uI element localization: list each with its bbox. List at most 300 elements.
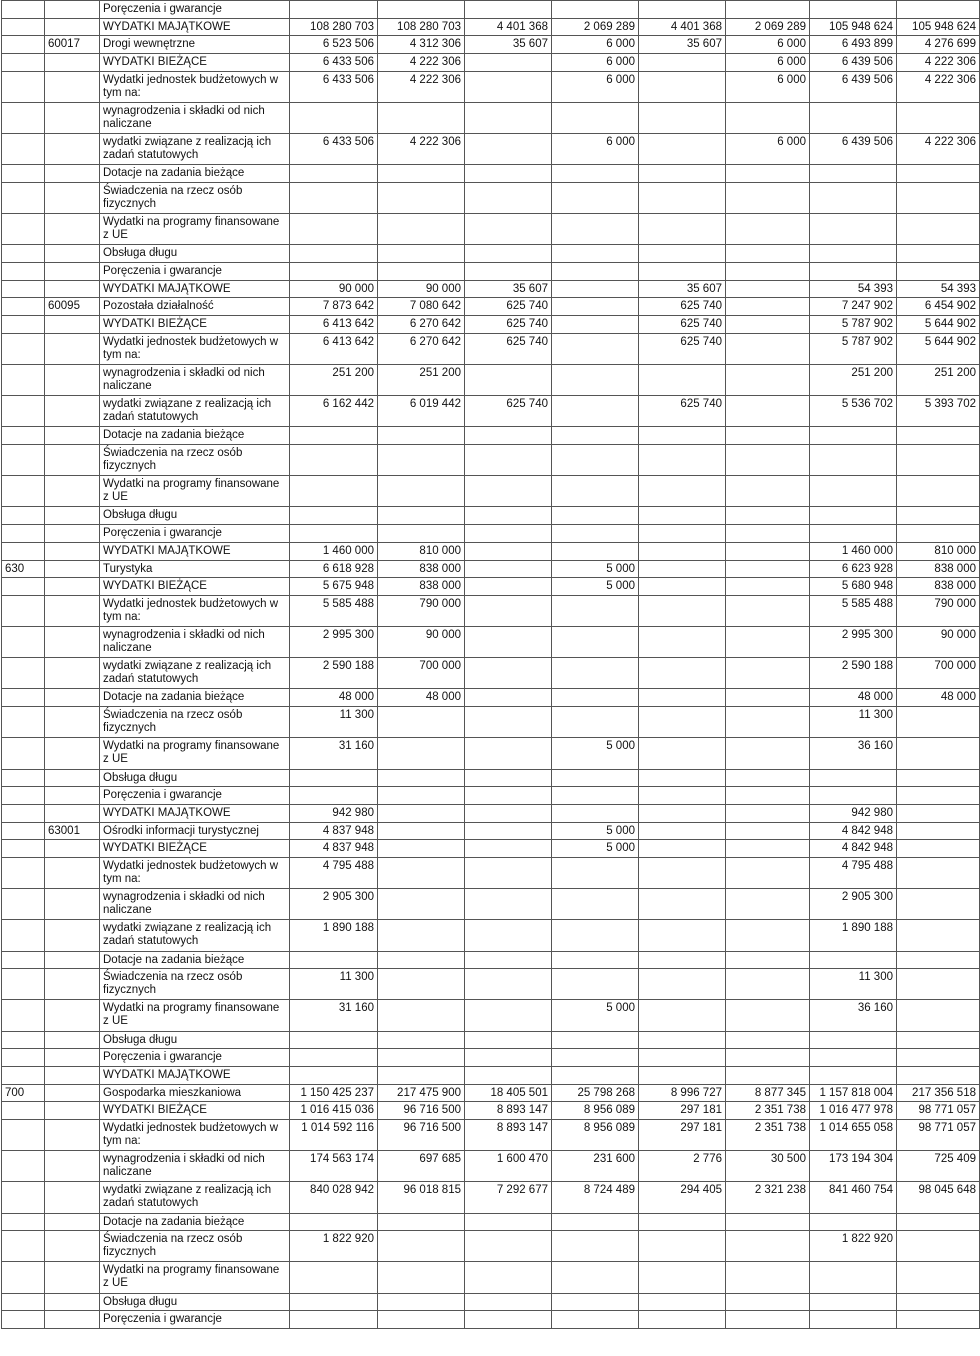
chapter-code-cell bbox=[45, 595, 100, 626]
chapter-code-cell bbox=[45, 102, 100, 133]
amount-cell bbox=[897, 738, 980, 769]
amount-cell bbox=[810, 183, 897, 214]
amount-cell bbox=[639, 445, 726, 476]
division-code-cell bbox=[2, 298, 45, 316]
amount-cell bbox=[465, 920, 552, 951]
amount-cell bbox=[465, 1262, 552, 1293]
amount-cell: 2 905 300 bbox=[810, 889, 897, 920]
amount-cell bbox=[897, 1262, 980, 1293]
amount-cell bbox=[726, 427, 810, 445]
amount-cell: 35 607 bbox=[465, 36, 552, 54]
chapter-code-cell bbox=[45, 54, 100, 72]
division-code-cell bbox=[2, 1182, 45, 1213]
amount-cell: 5 536 702 bbox=[810, 396, 897, 427]
division-code-cell bbox=[2, 445, 45, 476]
chapter-code-cell bbox=[45, 183, 100, 214]
chapter-code-cell: 63001 bbox=[45, 822, 100, 840]
amount-cell: 48 000 bbox=[290, 689, 378, 707]
amount-cell: 6 019 442 bbox=[378, 396, 465, 427]
amount-cell bbox=[639, 1311, 726, 1329]
division-code-cell bbox=[2, 707, 45, 738]
amount-cell bbox=[465, 134, 552, 165]
amount-cell: 2 995 300 bbox=[810, 627, 897, 658]
amount-cell bbox=[290, 1262, 378, 1293]
item-name-cell: Wydatki jednostek budżetowych w tym na: bbox=[100, 595, 290, 626]
amount-cell bbox=[290, 263, 378, 281]
amount-cell bbox=[726, 542, 810, 560]
amount-cell: 108 280 703 bbox=[290, 18, 378, 36]
amount-cell bbox=[897, 787, 980, 805]
amount-cell: 96 018 815 bbox=[378, 1182, 465, 1213]
amount-cell bbox=[290, 1, 378, 19]
amount-cell: 1 016 415 036 bbox=[290, 1102, 378, 1120]
amount-cell bbox=[639, 1231, 726, 1262]
amount-cell: 1 157 818 004 bbox=[810, 1084, 897, 1102]
amount-cell: 625 740 bbox=[639, 298, 726, 316]
division-code-cell bbox=[2, 1311, 45, 1329]
chapter-code-cell bbox=[45, 1066, 100, 1084]
item-name-cell: WYDATKI BIEŻĄCE bbox=[100, 578, 290, 596]
amount-cell bbox=[465, 1231, 552, 1262]
division-code-cell bbox=[2, 36, 45, 54]
amount-cell bbox=[552, 627, 639, 658]
table-row bbox=[2, 333, 980, 364]
item-name-cell: Turystyka bbox=[100, 560, 290, 578]
amount-cell bbox=[465, 951, 552, 969]
division-code-cell bbox=[2, 822, 45, 840]
amount-cell bbox=[552, 969, 639, 1000]
amount-cell bbox=[290, 1031, 378, 1049]
amount-cell bbox=[465, 804, 552, 822]
item-name-cell: Świadczenia na rzecz osób fizycznych bbox=[100, 1231, 290, 1262]
amount-cell bbox=[726, 445, 810, 476]
chapter-code-cell bbox=[45, 1084, 100, 1102]
amount-cell bbox=[465, 525, 552, 543]
table-row bbox=[2, 920, 980, 951]
table-row bbox=[2, 787, 980, 805]
amount-cell bbox=[290, 769, 378, 787]
amount-cell: 1 600 470 bbox=[465, 1151, 552, 1182]
amount-cell bbox=[810, 245, 897, 263]
division-code-cell bbox=[2, 889, 45, 920]
amount-cell bbox=[552, 298, 639, 316]
amount-cell bbox=[639, 1262, 726, 1293]
amount-cell: 5 393 702 bbox=[897, 396, 980, 427]
amount-cell: 11 300 bbox=[290, 707, 378, 738]
amount-cell bbox=[726, 316, 810, 334]
amount-cell: 174 563 174 bbox=[290, 1151, 378, 1182]
table-row bbox=[2, 1262, 980, 1293]
amount-cell: 625 740 bbox=[639, 396, 726, 427]
item-name-cell: Poręczenia i gwarancje bbox=[100, 1, 290, 19]
table-row bbox=[2, 627, 980, 658]
amount-cell bbox=[465, 165, 552, 183]
chapter-code-cell bbox=[45, 627, 100, 658]
division-code-cell bbox=[2, 951, 45, 969]
amount-cell bbox=[465, 738, 552, 769]
amount-cell: 942 980 bbox=[810, 804, 897, 822]
chapter-code-cell bbox=[45, 525, 100, 543]
amount-cell: 700 000 bbox=[897, 658, 980, 689]
amount-cell bbox=[552, 333, 639, 364]
amount-cell: 4 222 306 bbox=[378, 134, 465, 165]
amount-cell bbox=[726, 920, 810, 951]
amount-cell: 8 893 147 bbox=[465, 1102, 552, 1120]
amount-cell bbox=[810, 263, 897, 281]
amount-cell bbox=[726, 298, 810, 316]
item-name-cell: Poręczenia i gwarancje bbox=[100, 525, 290, 543]
item-name-cell: Wydatki jednostek budżetowych w tym na: bbox=[100, 71, 290, 102]
amount-cell: 2 351 738 bbox=[726, 1120, 810, 1151]
amount-cell: 1 014 592 116 bbox=[290, 1120, 378, 1151]
amount-cell bbox=[897, 102, 980, 133]
amount-cell bbox=[378, 165, 465, 183]
amount-cell bbox=[465, 214, 552, 245]
amount-cell bbox=[552, 889, 639, 920]
amount-cell bbox=[726, 1311, 810, 1329]
amount-cell bbox=[290, 525, 378, 543]
amount-cell bbox=[726, 857, 810, 888]
amount-cell bbox=[639, 804, 726, 822]
amount-cell: 6 623 928 bbox=[810, 560, 897, 578]
amount-cell bbox=[378, 507, 465, 525]
amount-cell bbox=[378, 525, 465, 543]
amount-cell: 8 956 089 bbox=[552, 1120, 639, 1151]
division-code-cell bbox=[2, 396, 45, 427]
table-row bbox=[2, 165, 980, 183]
division-code-cell bbox=[2, 969, 45, 1000]
item-name-cell: Ośrodki informacji turystycznej bbox=[100, 822, 290, 840]
amount-cell bbox=[810, 1293, 897, 1311]
division-code-cell bbox=[2, 507, 45, 525]
item-name-cell: Wydatki na programy finansowane z UE bbox=[100, 738, 290, 769]
chapter-code-cell bbox=[45, 476, 100, 507]
amount-cell bbox=[726, 365, 810, 396]
division-code-cell bbox=[2, 365, 45, 396]
amount-cell bbox=[897, 245, 980, 263]
chapter-code-cell: 60095 bbox=[45, 298, 100, 316]
amount-cell bbox=[639, 578, 726, 596]
table-row bbox=[2, 54, 980, 72]
chapter-code-cell bbox=[45, 1, 100, 19]
division-code-cell bbox=[2, 1151, 45, 1182]
amount-cell: 11 300 bbox=[810, 969, 897, 1000]
amount-cell bbox=[726, 263, 810, 281]
item-name-cell: WYDATKI BIEŻĄCE bbox=[100, 840, 290, 858]
amount-cell bbox=[897, 165, 980, 183]
table-row bbox=[2, 1031, 980, 1049]
amount-cell bbox=[810, 787, 897, 805]
amount-cell: 18 405 501 bbox=[465, 1084, 552, 1102]
amount-cell bbox=[465, 769, 552, 787]
item-name-cell: WYDATKI MAJĄTKOWE bbox=[100, 280, 290, 298]
amount-cell: 1 016 477 978 bbox=[810, 1102, 897, 1120]
amount-cell bbox=[897, 769, 980, 787]
amount-cell: 251 200 bbox=[290, 365, 378, 396]
chapter-code-cell bbox=[45, 1000, 100, 1031]
amount-cell: 4 842 948 bbox=[810, 840, 897, 858]
division-code-cell bbox=[2, 787, 45, 805]
amount-cell: 840 028 942 bbox=[290, 1182, 378, 1213]
amount-cell: 4 276 699 bbox=[897, 36, 980, 54]
amount-cell bbox=[552, 1031, 639, 1049]
amount-cell bbox=[897, 476, 980, 507]
amount-cell bbox=[726, 396, 810, 427]
amount-cell: 251 200 bbox=[378, 365, 465, 396]
amount-cell bbox=[465, 1311, 552, 1329]
amount-cell bbox=[290, 1049, 378, 1067]
item-name-cell: wynagrodzenia i składki od nich naliczane bbox=[100, 1151, 290, 1182]
amount-cell bbox=[810, 507, 897, 525]
amount-cell: 5 000 bbox=[552, 578, 639, 596]
amount-cell: 810 000 bbox=[897, 542, 980, 560]
table-row bbox=[2, 245, 980, 263]
amount-cell bbox=[726, 1, 810, 19]
amount-cell bbox=[639, 560, 726, 578]
amount-cell: 6 439 506 bbox=[810, 71, 897, 102]
division-code-cell bbox=[2, 1031, 45, 1049]
amount-cell bbox=[378, 263, 465, 281]
chapter-code-cell bbox=[45, 316, 100, 334]
amount-cell bbox=[639, 595, 726, 626]
item-name-cell: WYDATKI MAJĄTKOWE bbox=[100, 542, 290, 560]
amount-cell: 6 433 506 bbox=[290, 54, 378, 72]
item-name-cell: Dotacje na zadania bieżące bbox=[100, 165, 290, 183]
amount-cell bbox=[639, 525, 726, 543]
amount-cell bbox=[726, 738, 810, 769]
amount-cell bbox=[552, 1213, 639, 1231]
item-name-cell: wynagrodzenia i składki od nich naliczane bbox=[100, 889, 290, 920]
item-name-cell: Obsługa długu bbox=[100, 769, 290, 787]
amount-cell: 838 000 bbox=[378, 560, 465, 578]
table-row bbox=[2, 1000, 980, 1031]
amount-cell bbox=[726, 804, 810, 822]
amount-cell bbox=[726, 658, 810, 689]
table-row bbox=[2, 1102, 980, 1120]
amount-cell: 838 000 bbox=[897, 560, 980, 578]
amount-cell: 11 300 bbox=[290, 969, 378, 1000]
amount-cell bbox=[897, 822, 980, 840]
item-name-cell: wydatki związane z realizacją ich zadań statutowych bbox=[100, 134, 290, 165]
amount-cell: 11 300 bbox=[810, 707, 897, 738]
amount-cell: 5 787 902 bbox=[810, 333, 897, 364]
table-row bbox=[2, 951, 980, 969]
amount-cell bbox=[897, 707, 980, 738]
amount-cell bbox=[897, 1311, 980, 1329]
amount-cell: 6 000 bbox=[552, 134, 639, 165]
amount-cell: 5 000 bbox=[552, 1000, 639, 1031]
amount-cell: 6 523 506 bbox=[290, 36, 378, 54]
amount-cell bbox=[552, 165, 639, 183]
chapter-code-cell bbox=[45, 1031, 100, 1049]
division-code-cell bbox=[2, 804, 45, 822]
amount-cell bbox=[552, 316, 639, 334]
amount-cell: 98 771 057 bbox=[897, 1102, 980, 1120]
amount-cell bbox=[552, 542, 639, 560]
amount-cell bbox=[726, 1231, 810, 1262]
chapter-code-cell bbox=[45, 1311, 100, 1329]
amount-cell: 6 000 bbox=[726, 54, 810, 72]
amount-cell: 790 000 bbox=[378, 595, 465, 626]
amount-cell: 8 893 147 bbox=[465, 1120, 552, 1151]
chapter-code-cell bbox=[45, 445, 100, 476]
item-name-cell: wynagrodzenia i składki od nich naliczane bbox=[100, 627, 290, 658]
amount-cell bbox=[897, 1231, 980, 1262]
table-row bbox=[2, 134, 980, 165]
amount-cell bbox=[378, 1066, 465, 1084]
amount-cell: 90 000 bbox=[378, 280, 465, 298]
amount-cell bbox=[465, 54, 552, 72]
amount-cell: 6 000 bbox=[552, 36, 639, 54]
amount-cell: 48 000 bbox=[810, 689, 897, 707]
division-code-cell bbox=[2, 1000, 45, 1031]
amount-cell bbox=[465, 71, 552, 102]
amount-cell bbox=[465, 476, 552, 507]
amount-cell bbox=[290, 1066, 378, 1084]
amount-cell bbox=[465, 889, 552, 920]
table-row bbox=[2, 804, 980, 822]
amount-cell: 8 724 489 bbox=[552, 1182, 639, 1213]
amount-cell: 7 873 642 bbox=[290, 298, 378, 316]
table-row bbox=[2, 560, 980, 578]
amount-cell bbox=[378, 1, 465, 19]
chapter-code-cell bbox=[45, 245, 100, 263]
table-row bbox=[2, 542, 980, 560]
amount-cell bbox=[726, 1066, 810, 1084]
amount-cell: 251 200 bbox=[810, 365, 897, 396]
amount-cell bbox=[552, 1, 639, 19]
amount-cell: 35 607 bbox=[639, 280, 726, 298]
amount-cell bbox=[552, 396, 639, 427]
amount-cell bbox=[639, 263, 726, 281]
amount-cell bbox=[726, 183, 810, 214]
amount-cell bbox=[639, 365, 726, 396]
amount-cell bbox=[810, 102, 897, 133]
amount-cell bbox=[897, 445, 980, 476]
amount-cell bbox=[378, 769, 465, 787]
amount-cell: 1 822 920 bbox=[290, 1231, 378, 1262]
amount-cell: 4 222 306 bbox=[897, 54, 980, 72]
amount-cell bbox=[552, 183, 639, 214]
table-row bbox=[2, 578, 980, 596]
amount-cell bbox=[552, 1262, 639, 1293]
division-code-cell bbox=[2, 1049, 45, 1067]
chapter-code-cell bbox=[45, 889, 100, 920]
division-code-cell bbox=[2, 595, 45, 626]
chapter-code-cell bbox=[45, 165, 100, 183]
chapter-code-cell bbox=[45, 707, 100, 738]
amount-cell bbox=[552, 245, 639, 263]
amount-cell bbox=[465, 542, 552, 560]
amount-cell: 2 995 300 bbox=[290, 627, 378, 658]
division-code-cell bbox=[2, 102, 45, 133]
amount-cell: 1 890 188 bbox=[810, 920, 897, 951]
amount-cell bbox=[639, 476, 726, 507]
amount-cell: 96 716 500 bbox=[378, 1120, 465, 1151]
division-code-cell bbox=[2, 1213, 45, 1231]
amount-cell bbox=[465, 365, 552, 396]
amount-cell: 25 798 268 bbox=[552, 1084, 639, 1102]
division-code-cell bbox=[2, 54, 45, 72]
amount-cell: 4 222 306 bbox=[897, 134, 980, 165]
amount-cell: 6 413 642 bbox=[290, 316, 378, 334]
division-code-cell bbox=[2, 769, 45, 787]
chapter-code-cell bbox=[45, 280, 100, 298]
table-row bbox=[2, 183, 980, 214]
division-code-cell bbox=[2, 920, 45, 951]
amount-cell bbox=[465, 822, 552, 840]
table-row bbox=[2, 36, 980, 54]
amount-cell: 1 014 655 058 bbox=[810, 1120, 897, 1151]
amount-cell: 2 069 289 bbox=[726, 18, 810, 36]
amount-cell bbox=[726, 822, 810, 840]
amount-cell: 4 312 306 bbox=[378, 36, 465, 54]
amount-cell bbox=[378, 102, 465, 133]
item-name-cell: Poręczenia i gwarancje bbox=[100, 263, 290, 281]
amount-cell bbox=[639, 969, 726, 1000]
amount-cell bbox=[378, 787, 465, 805]
amount-cell bbox=[897, 920, 980, 951]
amount-cell bbox=[552, 857, 639, 888]
amount-cell: 31 160 bbox=[290, 738, 378, 769]
amount-cell: 4 401 368 bbox=[639, 18, 726, 36]
amount-cell bbox=[726, 1262, 810, 1293]
amount-cell bbox=[290, 102, 378, 133]
item-name-cell: Dotacje na zadania bieżące bbox=[100, 427, 290, 445]
chapter-code-cell bbox=[45, 920, 100, 951]
amount-cell bbox=[465, 1000, 552, 1031]
amount-cell bbox=[810, 214, 897, 245]
amount-cell bbox=[726, 1000, 810, 1031]
amount-cell bbox=[639, 183, 726, 214]
table-row bbox=[2, 263, 980, 281]
item-name-cell: wynagrodzenia i składki od nich naliczane bbox=[100, 365, 290, 396]
item-name-cell: wynagrodzenia i składki od nich naliczane bbox=[100, 102, 290, 133]
amount-cell: 4 222 306 bbox=[378, 54, 465, 72]
amount-cell bbox=[639, 689, 726, 707]
item-name-cell: wydatki związane z realizacją ich zadań statutowych bbox=[100, 1182, 290, 1213]
amount-cell bbox=[639, 134, 726, 165]
table-row bbox=[2, 738, 980, 769]
amount-cell: 2 905 300 bbox=[290, 889, 378, 920]
amount-cell bbox=[465, 427, 552, 445]
amount-cell bbox=[552, 1049, 639, 1067]
division-code-cell bbox=[2, 263, 45, 281]
amount-cell: 6 270 642 bbox=[378, 333, 465, 364]
amount-cell: 96 716 500 bbox=[378, 1102, 465, 1120]
amount-cell bbox=[639, 1293, 726, 1311]
amount-cell bbox=[552, 595, 639, 626]
amount-cell bbox=[726, 769, 810, 787]
amount-cell bbox=[290, 507, 378, 525]
amount-cell bbox=[810, 951, 897, 969]
amount-cell bbox=[726, 525, 810, 543]
amount-cell: 1 150 425 237 bbox=[290, 1084, 378, 1102]
amount-cell: 6 000 bbox=[726, 134, 810, 165]
amount-cell bbox=[465, 787, 552, 805]
amount-cell bbox=[465, 1293, 552, 1311]
amount-cell bbox=[726, 627, 810, 658]
item-name-cell: Świadczenia na rzecz osób fizycznych bbox=[100, 707, 290, 738]
item-name-cell: Dotacje na zadania bieżące bbox=[100, 951, 290, 969]
item-name-cell: Wydatki na programy finansowane z UE bbox=[100, 214, 290, 245]
division-code-cell bbox=[2, 627, 45, 658]
amount-cell bbox=[378, 1000, 465, 1031]
amount-cell: 217 475 900 bbox=[378, 1084, 465, 1102]
amount-cell bbox=[726, 707, 810, 738]
amount-cell: 5 000 bbox=[552, 840, 639, 858]
amount-cell: 48 000 bbox=[378, 689, 465, 707]
